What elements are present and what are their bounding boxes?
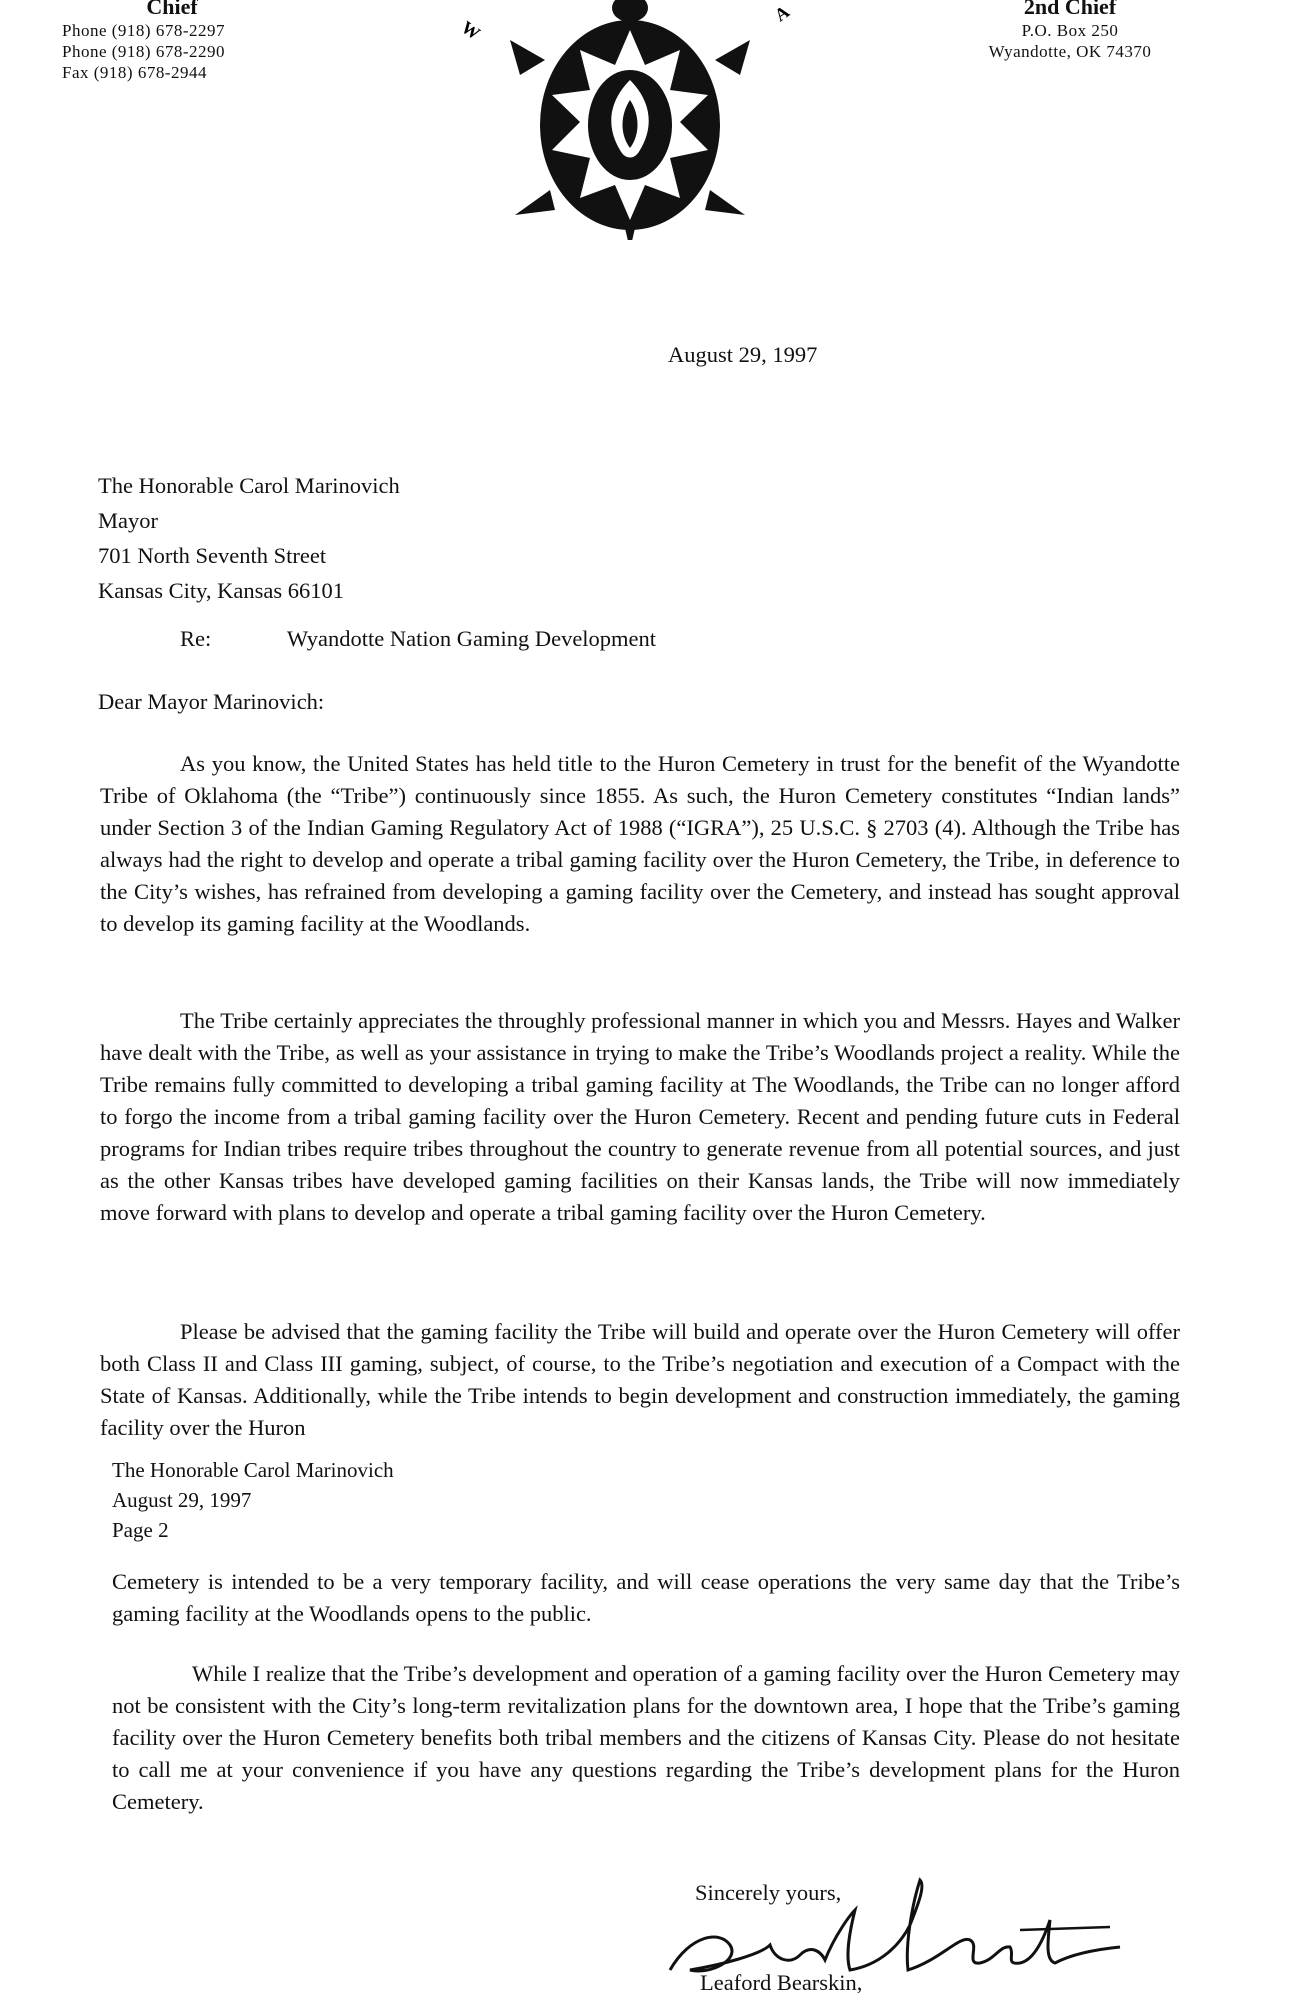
re-label: Re: (180, 626, 212, 651)
city-state-line: Wyandotte, OK 74370 (988, 42, 1152, 61)
body-paragraph-3 (100, 1316, 1180, 1444)
paragraph-4-text: Cemetery is intended to be a very temporary facility, and will cease operations the very same day that the Tribe’s gaming facility at the Woodlands opens to the public. (112, 1569, 1180, 1626)
chief-title: Chief (146, 0, 198, 19)
recipient-street: 701 North Seventh Street (98, 543, 327, 568)
body-paragraph-2 (100, 1005, 1180, 1229)
signer-name: Leaford Bearskin, (700, 1970, 863, 1995)
re-subject: Wyandotte Nation Gaming Development (286, 626, 657, 651)
po-box-line: P.O. Box 250 (1021, 21, 1119, 40)
recipient-city: Kansas City, Kansas 66101 (98, 578, 345, 603)
closing: Sincerely yours, (695, 1880, 842, 1905)
phone-line-2: Phone (918) 678-2290 (62, 42, 225, 61)
body-paragraph-1 (100, 748, 1180, 940)
svg-text:W: W (457, 16, 484, 44)
letter-date: August 29, 1997 (668, 342, 818, 367)
body-paragraph-5 (112, 1658, 1180, 1818)
svg-text:A: A (770, 1, 793, 26)
fax-line: Fax (918) 678-2944 (62, 63, 207, 82)
paragraph-5-text: While I realize that the Tribe’s development and operation of a gaming facility over the Huron Cemetery may not be consistent with the City’s long-term revitalization plans for the downtown area, I hope that the Tribe’s gaming facility over the Huron Cemetery benefits both tribal members and the citizens of Kansas City. Please do not hesitate to call me at your convenience if you have any questions regarding the Tribe’s development plans for the Huron Cemetery. (112, 1661, 1180, 1814)
letterhead-right (950, 0, 1190, 62)
recipient-address (98, 468, 400, 608)
recipient-title: Mayor (98, 508, 158, 533)
paragraph-1-text: As you know, the United States has held title to the Huron Cemetery in trust for the benefit of the Wyandotte Tribe of Oklahoma (the “Tribe”) continuously since 1855. As such, the Huron Cemetery constitutes “Indian lands” under Section 3 of the Indian Gaming Regulatory Act of 1988 (“IGRA”), 25 U.S.C. § 2703 (4). Although the Tribe has always had the right to develop and operate a tribal gaming facility over the Huron Cemetery, the Tribe, in deference to the City’s wishes, has refrained from developing a gaming facility over the Cemetery, and instead has sought approval to develop its gaming facility at the Woodlands. (100, 751, 1180, 936)
paragraph-2-text: The Tribe certainly appreciates the throughly professional manner in which you and Messrs. Hayes and Walker have dealt with the Tribe, as well as your assistance in trying to make the Tribe’s Woodlands project a reality. While the Tribe remains fully committed to developing a tribal gaming facility at The Woodlands, the Tribe can no longer afford to forgo the income from a tribal gaming facility over the Huron Cemetery. Recent and pending future cuts in Federal programs for Indian tribes require tribes throughout the country to generate revenue from all potential sources, and just as the other Kansas tribes have developed gaming facilities on their Kansas lands, the Tribe will now immediately move forward with plans to develop and operate a tribal gaming facility over the Huron Cemetery. (100, 1008, 1181, 1225)
recipient-name: The Honorable Carol Marinovich (98, 473, 400, 498)
page2-header (112, 1455, 394, 1545)
page2-date: August 29, 1997 (112, 1488, 252, 1512)
re-line (180, 622, 656, 655)
phone-line-1: Phone (918) 678-2297 (62, 21, 225, 40)
salutation: Dear Mayor Marinovich: (98, 689, 325, 714)
second-chief-title: 2nd Chief (1023, 0, 1117, 19)
page2-page-number: Page 2 (112, 1518, 169, 1542)
turtle-seal-icon (440, 0, 820, 240)
page2-recipient-name: The Honorable Carol Marinovich (112, 1458, 394, 1482)
paragraph-3-text: Please be advised that the gaming facility the Tribe will build and operate over the Huron Cemetery will offer both Class II and Class III gaming, subject, of course, to the Tribe’s negotiation and execution of a Compact with the State of Kansas. Additionally, while the Tribe intends to begin development and construction immediately, the gaming facility over the Huron (100, 1319, 1180, 1440)
body-paragraph-4 (112, 1566, 1180, 1630)
letterhead-left (62, 0, 282, 83)
